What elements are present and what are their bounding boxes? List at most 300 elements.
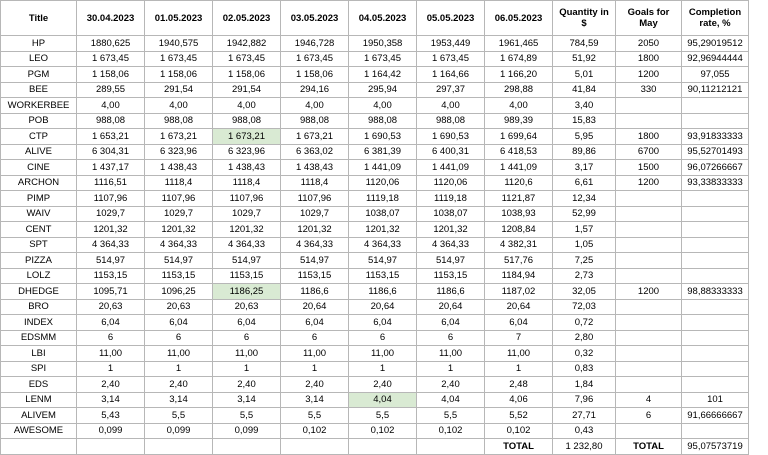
table-cell[interactable]: 20,64 bbox=[349, 299, 417, 315]
table-cell[interactable]: 291,54 bbox=[213, 82, 281, 98]
table-cell[interactable]: 1 653,21 bbox=[77, 129, 145, 145]
table-cell[interactable] bbox=[616, 361, 682, 377]
table-cell[interactable]: 1953,449 bbox=[417, 36, 485, 52]
table-cell[interactable] bbox=[682, 206, 749, 222]
table-cell[interactable]: 514,97 bbox=[145, 253, 213, 269]
table-cell[interactable]: 2,40 bbox=[281, 377, 349, 393]
table-cell[interactable]: 4 364,33 bbox=[145, 237, 213, 253]
row-title-cell[interactable]: SPT bbox=[1, 237, 77, 253]
header-date-05-05[interactable]: 05.05.2023 bbox=[417, 1, 485, 36]
table-cell[interactable]: TOTAL bbox=[485, 439, 553, 455]
table-cell[interactable]: 3,14 bbox=[213, 392, 281, 408]
table-cell[interactable]: 1201,32 bbox=[145, 222, 213, 238]
table-cell[interactable]: 1187,02 bbox=[485, 284, 553, 300]
table-cell[interactable]: 91,66666667 bbox=[682, 408, 749, 424]
table-cell[interactable]: 6 bbox=[77, 330, 145, 346]
table-cell[interactable]: 3,14 bbox=[281, 392, 349, 408]
table-cell[interactable]: 1029,7 bbox=[77, 206, 145, 222]
table-cell[interactable]: 52,99 bbox=[553, 206, 616, 222]
table-cell[interactable]: 1107,96 bbox=[281, 191, 349, 207]
table-cell[interactable]: 98,88333333 bbox=[682, 284, 749, 300]
table-cell[interactable]: 11,00 bbox=[349, 346, 417, 362]
table-cell[interactable]: 11,00 bbox=[417, 346, 485, 362]
table-cell[interactable]: 1038,07 bbox=[349, 206, 417, 222]
table-cell[interactable]: 90,11212121 bbox=[682, 82, 749, 98]
table-cell[interactable]: 1 438,43 bbox=[213, 160, 281, 176]
table-cell[interactable]: 20,63 bbox=[77, 299, 145, 315]
header-completion-rate[interactable]: Completion rate, % bbox=[682, 1, 749, 36]
table-cell[interactable]: 6,04 bbox=[77, 315, 145, 331]
table-cell[interactable]: 2,40 bbox=[349, 377, 417, 393]
table-cell[interactable]: 988,08 bbox=[77, 113, 145, 129]
table-cell[interactable]: 20,64 bbox=[485, 299, 553, 315]
table-cell[interactable]: 1 673,45 bbox=[349, 51, 417, 67]
table-cell[interactable]: 1,57 bbox=[553, 222, 616, 238]
table-cell[interactable]: 11,00 bbox=[281, 346, 349, 362]
table-cell[interactable]: 0,72 bbox=[553, 315, 616, 331]
table-cell[interactable]: 1 673,45 bbox=[281, 51, 349, 67]
table-cell[interactable]: 3,14 bbox=[145, 392, 213, 408]
row-title-cell[interactable]: HP bbox=[1, 36, 77, 52]
table-cell[interactable]: 4 bbox=[616, 392, 682, 408]
table-cell[interactable]: 6,61 bbox=[553, 175, 616, 191]
table-cell[interactable]: 95,52701493 bbox=[682, 144, 749, 160]
table-cell[interactable]: 1186,25 bbox=[213, 284, 281, 300]
table-cell[interactable]: 96,07266667 bbox=[682, 160, 749, 176]
table-cell[interactable]: 2050 bbox=[616, 36, 682, 52]
table-cell[interactable]: 4 364,33 bbox=[77, 237, 145, 253]
row-title-cell[interactable]: LENM bbox=[1, 392, 77, 408]
table-cell[interactable]: 0,102 bbox=[349, 423, 417, 439]
table-cell[interactable]: 295,94 bbox=[349, 82, 417, 98]
table-cell[interactable]: 12,34 bbox=[553, 191, 616, 207]
row-title-cell[interactable]: WORKERBEE bbox=[1, 98, 77, 114]
table-cell[interactable]: 294,16 bbox=[281, 82, 349, 98]
table-cell[interactable] bbox=[682, 253, 749, 269]
row-title-cell[interactable]: AWESOME bbox=[1, 423, 77, 439]
table-cell[interactable]: 4,00 bbox=[417, 98, 485, 114]
table-cell[interactable]: 1 bbox=[281, 361, 349, 377]
table-cell[interactable] bbox=[616, 222, 682, 238]
table-cell[interactable]: 7,96 bbox=[553, 392, 616, 408]
table-cell[interactable]: 1 673,45 bbox=[77, 51, 145, 67]
table-cell[interactable]: 4 364,33 bbox=[417, 237, 485, 253]
table-cell[interactable] bbox=[682, 237, 749, 253]
header-date-01-05[interactable]: 01.05.2023 bbox=[145, 1, 213, 36]
table-cell[interactable]: 11,00 bbox=[485, 346, 553, 362]
table-cell[interactable] bbox=[682, 361, 749, 377]
table-cell[interactable]: 6 bbox=[213, 330, 281, 346]
table-cell[interactable]: 6 323,96 bbox=[213, 144, 281, 160]
table-cell[interactable]: 1153,15 bbox=[281, 268, 349, 284]
table-cell[interactable]: 1120,06 bbox=[417, 175, 485, 191]
table-cell[interactable]: 2,40 bbox=[417, 377, 485, 393]
table-cell[interactable]: 6 bbox=[349, 330, 417, 346]
table-cell[interactable]: 1 673,21 bbox=[213, 129, 281, 145]
table-cell[interactable]: 2,80 bbox=[553, 330, 616, 346]
table-cell[interactable]: 2,73 bbox=[553, 268, 616, 284]
table-cell[interactable] bbox=[682, 299, 749, 315]
table-cell[interactable]: 4 382,31 bbox=[485, 237, 553, 253]
table-cell[interactable]: 1 166,20 bbox=[485, 67, 553, 83]
row-title-cell[interactable]: EDSMM bbox=[1, 330, 77, 346]
table-cell[interactable]: 6,04 bbox=[213, 315, 281, 331]
table-cell[interactable]: 1880,625 bbox=[77, 36, 145, 52]
row-title-cell[interactable]: LBI bbox=[1, 346, 77, 362]
table-cell[interactable] bbox=[616, 299, 682, 315]
row-title-cell[interactable]: ALIVEM bbox=[1, 408, 77, 424]
table-cell[interactable]: 93,33833333 bbox=[682, 175, 749, 191]
table-cell[interactable]: 1942,882 bbox=[213, 36, 281, 52]
table-cell[interactable]: 289,55 bbox=[77, 82, 145, 98]
table-cell[interactable]: 298,88 bbox=[485, 82, 553, 98]
table-cell[interactable] bbox=[616, 98, 682, 114]
table-cell[interactable]: 1208,84 bbox=[485, 222, 553, 238]
table-cell[interactable] bbox=[281, 439, 349, 455]
table-cell[interactable]: 0,099 bbox=[213, 423, 281, 439]
table-cell[interactable]: 32,05 bbox=[553, 284, 616, 300]
table-cell[interactable]: 1186,6 bbox=[417, 284, 485, 300]
table-cell[interactable]: 1153,15 bbox=[417, 268, 485, 284]
table-cell[interactable]: 514,97 bbox=[349, 253, 417, 269]
header-date-02-05[interactable]: 02.05.2023 bbox=[213, 1, 281, 36]
table-cell[interactable]: 6,04 bbox=[349, 315, 417, 331]
table-cell[interactable]: 6 323,96 bbox=[145, 144, 213, 160]
row-title-cell[interactable]: DHEDGE bbox=[1, 284, 77, 300]
header-date-30-04[interactable]: 30.04.2023 bbox=[77, 1, 145, 36]
table-cell[interactable]: 5,5 bbox=[213, 408, 281, 424]
table-cell[interactable]: 514,97 bbox=[213, 253, 281, 269]
table-cell[interactable]: 1153,15 bbox=[213, 268, 281, 284]
row-title-cell[interactable]: ALIVE bbox=[1, 144, 77, 160]
table-cell[interactable]: 1038,93 bbox=[485, 206, 553, 222]
table-cell[interactable]: 0,43 bbox=[553, 423, 616, 439]
table-cell[interactable]: 95,29019512 bbox=[682, 36, 749, 52]
table-cell[interactable]: 89,86 bbox=[553, 144, 616, 160]
table-cell[interactable]: 5,52 bbox=[485, 408, 553, 424]
row-title-cell[interactable]: BRO bbox=[1, 299, 77, 315]
table-cell[interactable]: 1 158,06 bbox=[77, 67, 145, 83]
row-title-cell[interactable]: PGM bbox=[1, 67, 77, 83]
table-cell[interactable]: 1950,358 bbox=[349, 36, 417, 52]
table-cell[interactable]: 6 304,31 bbox=[77, 144, 145, 160]
table-cell[interactable] bbox=[682, 98, 749, 114]
table-cell[interactable]: 0,32 bbox=[553, 346, 616, 362]
table-cell[interactable]: 1200 bbox=[616, 67, 682, 83]
table-cell[interactable]: 1201,32 bbox=[281, 222, 349, 238]
table-cell[interactable]: 1 441,09 bbox=[417, 160, 485, 176]
table-cell[interactable] bbox=[616, 268, 682, 284]
table-cell[interactable]: 51,92 bbox=[553, 51, 616, 67]
row-title-cell[interactable]: CINE bbox=[1, 160, 77, 176]
row-title-cell[interactable]: CTP bbox=[1, 129, 77, 145]
table-cell[interactable]: 989,39 bbox=[485, 113, 553, 129]
table-cell[interactable]: 1 441,09 bbox=[485, 160, 553, 176]
table-cell[interactable]: 1800 bbox=[616, 129, 682, 145]
table-cell[interactable]: 988,08 bbox=[145, 113, 213, 129]
table-cell[interactable]: 1029,7 bbox=[281, 206, 349, 222]
table-cell[interactable]: 1096,25 bbox=[145, 284, 213, 300]
table-cell[interactable]: 6700 bbox=[616, 144, 682, 160]
table-cell[interactable]: 2,48 bbox=[485, 377, 553, 393]
table-cell[interactable]: 4,00 bbox=[485, 98, 553, 114]
table-cell[interactable]: 1116,51 bbox=[77, 175, 145, 191]
table-cell[interactable] bbox=[616, 315, 682, 331]
header-quantity[interactable]: Quantity in $ bbox=[553, 1, 616, 36]
table-cell[interactable]: 4,00 bbox=[281, 98, 349, 114]
table-cell[interactable]: 2,40 bbox=[77, 377, 145, 393]
table-cell[interactable]: 5,01 bbox=[553, 67, 616, 83]
table-cell[interactable]: 1119,18 bbox=[349, 191, 417, 207]
table-cell[interactable]: 7,25 bbox=[553, 253, 616, 269]
table-cell[interactable]: 6 bbox=[145, 330, 213, 346]
table-cell[interactable]: 5,43 bbox=[77, 408, 145, 424]
table-cell[interactable]: 93,91833333 bbox=[682, 129, 749, 145]
table-cell[interactable]: 95,07573719 bbox=[682, 439, 749, 455]
row-title-cell[interactable]: POB bbox=[1, 113, 77, 129]
table-cell[interactable]: TOTAL bbox=[616, 439, 682, 455]
table-cell[interactable]: 784,59 bbox=[553, 36, 616, 52]
row-title-cell[interactable]: LEO bbox=[1, 51, 77, 67]
table-cell[interactable] bbox=[616, 206, 682, 222]
table-cell[interactable]: 20,64 bbox=[281, 299, 349, 315]
table-cell[interactable]: 20,63 bbox=[145, 299, 213, 315]
table-cell[interactable]: 1201,32 bbox=[213, 222, 281, 238]
table-cell[interactable] bbox=[417, 439, 485, 455]
row-title-cell[interactable] bbox=[1, 439, 77, 455]
table-cell[interactable]: 4,00 bbox=[349, 98, 417, 114]
table-cell[interactable]: 0,099 bbox=[77, 423, 145, 439]
table-cell[interactable]: 1 699,64 bbox=[485, 129, 553, 145]
table-cell[interactable]: 1 164,66 bbox=[417, 67, 485, 83]
table-cell[interactable] bbox=[616, 346, 682, 362]
table-cell[interactable]: 1118,4 bbox=[281, 175, 349, 191]
table-cell[interactable]: 97,055 bbox=[682, 67, 749, 83]
row-title-cell[interactable]: ARCHON bbox=[1, 175, 77, 191]
table-cell[interactable]: 1184,94 bbox=[485, 268, 553, 284]
table-cell[interactable]: 330 bbox=[616, 82, 682, 98]
table-cell[interactable] bbox=[145, 439, 213, 455]
table-cell[interactable]: 1 673,21 bbox=[281, 129, 349, 145]
table-cell[interactable]: 6,04 bbox=[281, 315, 349, 331]
table-cell[interactable]: 6,04 bbox=[145, 315, 213, 331]
table-cell[interactable]: 1 bbox=[417, 361, 485, 377]
table-cell[interactable]: 3,17 bbox=[553, 160, 616, 176]
row-title-cell[interactable]: WAIV bbox=[1, 206, 77, 222]
row-title-cell[interactable]: SPI bbox=[1, 361, 77, 377]
table-cell[interactable]: 92,96944444 bbox=[682, 51, 749, 67]
table-cell[interactable]: 1 158,06 bbox=[281, 67, 349, 83]
header-date-03-05[interactable]: 03.05.2023 bbox=[281, 1, 349, 36]
table-cell[interactable]: 2,40 bbox=[145, 377, 213, 393]
table-cell[interactable]: 1 438,43 bbox=[145, 160, 213, 176]
table-cell[interactable]: 1 bbox=[485, 361, 553, 377]
table-cell[interactable]: 5,5 bbox=[281, 408, 349, 424]
table-cell[interactable]: 1 673,45 bbox=[417, 51, 485, 67]
table-cell[interactable]: 988,08 bbox=[349, 113, 417, 129]
row-title-cell[interactable]: INDEX bbox=[1, 315, 77, 331]
table-cell[interactable]: 1201,32 bbox=[417, 222, 485, 238]
table-cell[interactable]: 1 438,43 bbox=[281, 160, 349, 176]
row-title-cell[interactable]: LOLZ bbox=[1, 268, 77, 284]
table-cell[interactable]: 4,04 bbox=[349, 392, 417, 408]
table-cell[interactable]: 6 bbox=[417, 330, 485, 346]
table-cell[interactable]: 2,40 bbox=[213, 377, 281, 393]
table-cell[interactable]: 1029,7 bbox=[213, 206, 281, 222]
table-cell[interactable]: 3,40 bbox=[553, 98, 616, 114]
table-cell[interactable] bbox=[616, 237, 682, 253]
table-cell[interactable]: 988,08 bbox=[213, 113, 281, 129]
table-cell[interactable]: 4,00 bbox=[77, 98, 145, 114]
row-title-cell[interactable]: BEE bbox=[1, 82, 77, 98]
table-cell[interactable]: 27,71 bbox=[553, 408, 616, 424]
table-cell[interactable] bbox=[682, 191, 749, 207]
row-title-cell[interactable]: EDS bbox=[1, 377, 77, 393]
table-cell[interactable]: 1118,4 bbox=[145, 175, 213, 191]
table-cell[interactable]: 1201,32 bbox=[349, 222, 417, 238]
table-cell[interactable]: 4 364,33 bbox=[349, 237, 417, 253]
table-cell[interactable]: 1 437,17 bbox=[77, 160, 145, 176]
table-cell[interactable]: 5,5 bbox=[145, 408, 213, 424]
table-cell[interactable] bbox=[616, 423, 682, 439]
table-cell[interactable]: 4,04 bbox=[417, 392, 485, 408]
row-title-cell[interactable]: CENT bbox=[1, 222, 77, 238]
table-cell[interactable]: 1 bbox=[77, 361, 145, 377]
table-cell[interactable]: 6 381,39 bbox=[349, 144, 417, 160]
table-cell[interactable]: 1,05 bbox=[553, 237, 616, 253]
table-cell[interactable]: 1 158,06 bbox=[145, 67, 213, 83]
table-cell[interactable]: 6 bbox=[616, 408, 682, 424]
table-cell[interactable]: 1 158,06 bbox=[213, 67, 281, 83]
table-cell[interactable]: 20,63 bbox=[213, 299, 281, 315]
table-cell[interactable]: 0,102 bbox=[417, 423, 485, 439]
table-cell[interactable]: 1186,6 bbox=[349, 284, 417, 300]
table-cell[interactable] bbox=[616, 377, 682, 393]
table-cell[interactable]: 1 673,21 bbox=[145, 129, 213, 145]
table-cell[interactable]: 514,97 bbox=[77, 253, 145, 269]
table-cell[interactable]: 1800 bbox=[616, 51, 682, 67]
header-date-04-05[interactable]: 04.05.2023 bbox=[349, 1, 417, 36]
table-cell[interactable]: 5,95 bbox=[553, 129, 616, 145]
table-cell[interactable] bbox=[682, 330, 749, 346]
table-cell[interactable]: 6 400,31 bbox=[417, 144, 485, 160]
table-cell[interactable]: 15,83 bbox=[553, 113, 616, 129]
table-cell[interactable] bbox=[349, 439, 417, 455]
header-date-06-05[interactable]: 06.05.2023 bbox=[485, 1, 553, 36]
table-cell[interactable]: 1940,575 bbox=[145, 36, 213, 52]
table-cell[interactable]: 1120,6 bbox=[485, 175, 553, 191]
table-cell[interactable]: 1200 bbox=[616, 284, 682, 300]
table-cell[interactable]: 988,08 bbox=[417, 113, 485, 129]
table-cell[interactable] bbox=[616, 191, 682, 207]
table-cell[interactable]: 4,06 bbox=[485, 392, 553, 408]
table-cell[interactable]: 297,37 bbox=[417, 82, 485, 98]
table-cell[interactable]: 41,84 bbox=[553, 82, 616, 98]
table-cell[interactable]: 1 690,53 bbox=[349, 129, 417, 145]
table-cell[interactable] bbox=[77, 439, 145, 455]
table-cell[interactable]: 4 364,33 bbox=[281, 237, 349, 253]
table-cell[interactable]: 11,00 bbox=[77, 346, 145, 362]
table-cell[interactable]: 1120,06 bbox=[349, 175, 417, 191]
table-cell[interactable]: 4,00 bbox=[213, 98, 281, 114]
table-cell[interactable]: 514,97 bbox=[417, 253, 485, 269]
table-cell[interactable]: 1 674,89 bbox=[485, 51, 553, 67]
table-cell[interactable]: 11,00 bbox=[213, 346, 281, 362]
table-cell[interactable]: 1029,7 bbox=[145, 206, 213, 222]
table-cell[interactable]: 1 bbox=[145, 361, 213, 377]
table-cell[interactable]: 6,04 bbox=[417, 315, 485, 331]
table-cell[interactable]: 1946,728 bbox=[281, 36, 349, 52]
table-cell[interactable]: 101 bbox=[682, 392, 749, 408]
table-cell[interactable]: 1 bbox=[213, 361, 281, 377]
table-cell[interactable]: 1,84 bbox=[553, 377, 616, 393]
table-cell[interactable]: 1200 bbox=[616, 175, 682, 191]
table-cell[interactable]: 1107,96 bbox=[213, 191, 281, 207]
table-cell[interactable]: 6 363,02 bbox=[281, 144, 349, 160]
table-cell[interactable]: 7 bbox=[485, 330, 553, 346]
table-cell[interactable]: 1153,15 bbox=[349, 268, 417, 284]
table-cell[interactable]: 0,83 bbox=[553, 361, 616, 377]
table-cell[interactable] bbox=[682, 268, 749, 284]
table-cell[interactable]: 1 690,53 bbox=[417, 129, 485, 145]
header-goals[interactable]: Goals for May bbox=[616, 1, 682, 36]
table-cell[interactable]: 1 232,80 bbox=[553, 439, 616, 455]
table-cell[interactable]: 1 673,45 bbox=[213, 51, 281, 67]
table-cell[interactable]: 72,03 bbox=[553, 299, 616, 315]
table-cell[interactable]: 1095,71 bbox=[77, 284, 145, 300]
table-cell[interactable]: 4,00 bbox=[145, 98, 213, 114]
table-cell[interactable]: 1107,96 bbox=[77, 191, 145, 207]
table-cell[interactable] bbox=[213, 439, 281, 455]
table-cell[interactable]: 1186,6 bbox=[281, 284, 349, 300]
table-cell[interactable]: 1038,07 bbox=[417, 206, 485, 222]
table-cell[interactable]: 0,102 bbox=[281, 423, 349, 439]
row-title-cell[interactable]: PIZZA bbox=[1, 253, 77, 269]
table-cell[interactable]: 0,099 bbox=[145, 423, 213, 439]
table-cell[interactable]: 1500 bbox=[616, 160, 682, 176]
table-cell[interactable]: 1961,465 bbox=[485, 36, 553, 52]
table-cell[interactable]: 517,76 bbox=[485, 253, 553, 269]
table-cell[interactable] bbox=[616, 330, 682, 346]
table-cell[interactable] bbox=[682, 222, 749, 238]
table-cell[interactable]: 1153,15 bbox=[145, 268, 213, 284]
table-cell[interactable]: 5,5 bbox=[417, 408, 485, 424]
table-cell[interactable]: 1 441,09 bbox=[349, 160, 417, 176]
table-cell[interactable]: 6,04 bbox=[485, 315, 553, 331]
table-cell[interactable]: 20,64 bbox=[417, 299, 485, 315]
table-cell[interactable]: 1119,18 bbox=[417, 191, 485, 207]
header-title[interactable]: Title bbox=[1, 1, 77, 36]
table-cell[interactable]: 3,14 bbox=[77, 392, 145, 408]
table-cell[interactable] bbox=[616, 113, 682, 129]
table-cell[interactable]: 6 bbox=[281, 330, 349, 346]
table-cell[interactable]: 1118,4 bbox=[213, 175, 281, 191]
table-cell[interactable]: 1121,87 bbox=[485, 191, 553, 207]
table-cell[interactable]: 1 164,42 bbox=[349, 67, 417, 83]
table-cell[interactable]: 4 364,33 bbox=[213, 237, 281, 253]
table-cell[interactable]: 988,08 bbox=[281, 113, 349, 129]
table-cell[interactable]: 0,102 bbox=[485, 423, 553, 439]
table-cell[interactable]: 1107,96 bbox=[145, 191, 213, 207]
table-cell[interactable] bbox=[682, 346, 749, 362]
table-cell[interactable] bbox=[682, 315, 749, 331]
table-cell[interactable] bbox=[682, 423, 749, 439]
table-cell[interactable]: 1 bbox=[349, 361, 417, 377]
table-cell[interactable]: 1 673,45 bbox=[145, 51, 213, 67]
table-cell[interactable] bbox=[682, 377, 749, 393]
row-title-cell[interactable]: PIMP bbox=[1, 191, 77, 207]
table-cell[interactable]: 11,00 bbox=[145, 346, 213, 362]
